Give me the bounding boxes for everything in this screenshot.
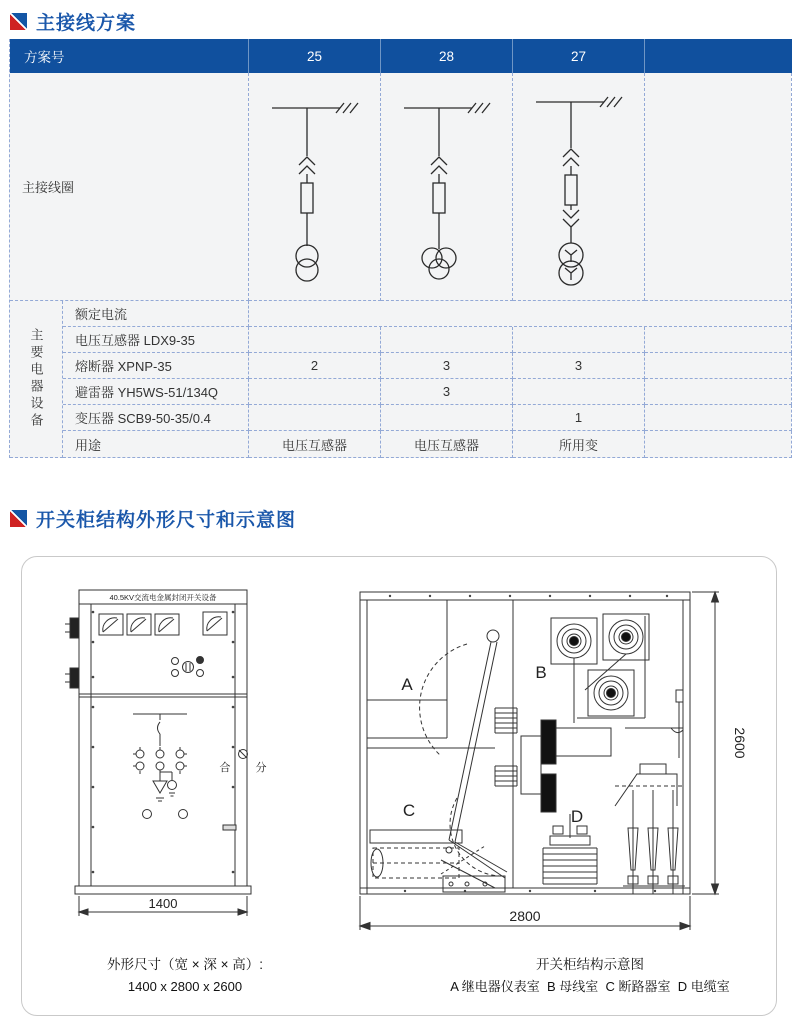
row-value: 3 xyxy=(513,353,645,379)
single-line-diagram-28 xyxy=(382,84,512,289)
row-value: 1 xyxy=(513,405,645,431)
compartment-b-label: B xyxy=(535,663,547,682)
section1-title-text: 主接线方案 xyxy=(36,13,137,34)
outline-dims-value: 1400 x 2800 x 2600 xyxy=(127,979,243,994)
section2-title-text: 开关柜结构外形尺寸和示意图 xyxy=(36,510,297,531)
row-value: 3 xyxy=(381,379,513,405)
single-line-diagram-25 xyxy=(250,84,380,289)
compartment-c-label: C xyxy=(402,801,416,820)
row-label: 用途 xyxy=(63,431,249,458)
row-label: 电压互感器 LDX9-35 xyxy=(63,327,249,353)
row-value xyxy=(249,327,381,353)
row-value xyxy=(645,353,792,379)
operating-rod xyxy=(671,690,683,758)
close-label: 合 xyxy=(219,762,231,774)
row-value: 电压互感器 xyxy=(381,431,513,458)
single-line-diagram-27 xyxy=(514,84,644,289)
scheme-number-28: 28 xyxy=(381,39,513,73)
table-corner-header: 方案号 xyxy=(10,39,249,73)
row-value xyxy=(249,301,792,327)
scheme-number-27: 27 xyxy=(513,39,645,73)
row-value: 2 xyxy=(249,353,381,379)
row-label: 熔断器 XPNP-35 xyxy=(63,353,249,379)
front-view-caption xyxy=(55,954,315,998)
outline-dims-title: 外形尺寸（宽 × 深 × 高）: xyxy=(106,957,264,972)
circuit-breaker-icon xyxy=(367,708,611,812)
row-value: 电压互感器 xyxy=(249,431,381,458)
row-label: 避雷器 YH5WS-51/134Q xyxy=(63,379,249,405)
scheme-diagram-25 xyxy=(249,73,381,301)
cabinet-banner-text: 40.5KV交流电金属封闭开关设备 xyxy=(109,593,217,602)
section-view-caption xyxy=(415,954,765,998)
row-value xyxy=(645,327,792,353)
section2-title xyxy=(10,505,296,532)
row-label: 额定电流 xyxy=(63,301,249,327)
busbar-insulator-icon xyxy=(551,614,649,716)
row-value xyxy=(381,405,513,431)
row-value xyxy=(249,405,381,431)
mechanism-levers xyxy=(420,630,507,878)
cabinet-front-view-drawing xyxy=(55,582,315,927)
scheme-diagram-27 xyxy=(513,73,645,301)
row-value: 3 xyxy=(381,353,513,379)
diagram-row-label: 主接线圈 xyxy=(10,73,249,301)
row-value xyxy=(513,379,645,405)
height-dimension xyxy=(692,592,719,894)
equipment-group-label: 主要电器设备 xyxy=(10,301,63,458)
section-height-dim-text: 2600 xyxy=(732,727,748,759)
cable-terminations-icon xyxy=(615,764,685,894)
row-value xyxy=(381,327,513,353)
panel-meter-icon xyxy=(99,612,227,635)
section-marker-icon xyxy=(10,13,27,30)
section-caption-title: 开关柜结构示意图 xyxy=(536,957,644,972)
rotary-switch-icon xyxy=(239,750,248,759)
main-scheme-table xyxy=(9,39,791,458)
section-caption-legend: A 继电器仪表室 B 母线室 C 断路器室 D 电缆室 xyxy=(450,979,730,994)
open-label: 分 xyxy=(255,762,267,774)
section-width-dim-text: 2800 xyxy=(509,908,541,924)
compartment-d-label: D xyxy=(570,807,584,826)
section1-title xyxy=(10,8,136,35)
compartment-a-label: A xyxy=(401,675,413,694)
scheme-diagram-empty xyxy=(645,73,792,301)
cabinet-section-view-drawing xyxy=(345,578,755,948)
front-width-dim-text: 1400 xyxy=(148,896,178,911)
indicator-lamps-icon xyxy=(172,657,204,677)
scheme-number-empty xyxy=(645,39,792,73)
row-value xyxy=(645,405,792,431)
row-label: 变压器 SCB9-50-35/0.4 xyxy=(63,405,249,431)
section-marker-icon xyxy=(10,510,27,527)
row-value xyxy=(645,431,792,458)
mimic-diagram-icon xyxy=(133,714,187,801)
screw-dots xyxy=(92,611,235,874)
scheme-diagram-28 xyxy=(381,73,513,301)
row-value xyxy=(645,379,792,405)
compartment-c-equipment xyxy=(370,830,505,892)
row-value: 所用变 xyxy=(513,431,645,458)
scheme-number-25: 25 xyxy=(249,39,381,73)
row-value xyxy=(249,379,381,405)
row-value xyxy=(513,327,645,353)
